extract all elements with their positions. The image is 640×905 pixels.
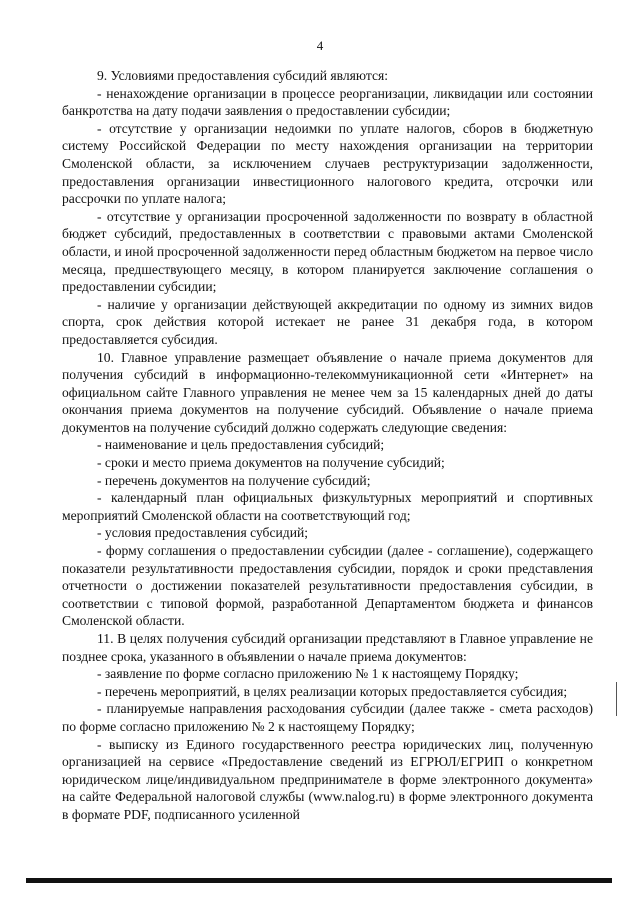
scan-margin-mark <box>616 682 617 716</box>
list-item: - наименование и цель предоставления субсидий; <box>97 437 385 453</box>
document-body <box>62 67 593 824</box>
list-item: - отсутствие у организации просроченной задолженности по возврату в областной бюджет субсидий, предоставленных в соответствии с правовыми актами Смоленской области, и иной просроченной задолженности перед областным бюджетом на первое число месяца, предшествующего месяцу, в котором планируется заключение соглашения о предоставлении субсидии; <box>62 208 593 295</box>
list-item: - выписку из Единого государственного реестра юридических лиц, полученную организацией на сервисе «Предоставление сведений из ЕГРЮЛ/ЕГРИП о конкретном юридическом лице/индивидуальном предпринимателе в форме электронного документа» на сайте Федеральной налоговой службы (www.nalog.ru) в форме электронного документа в формате PDF, подписанного усиленной <box>62 736 593 822</box>
paragraph-11: 11. В целях получения субсидий организации представляют в Главное управление не позднее срока, указанного в объявлении о начале приема документов: <box>62 631 593 664</box>
paragraph-9-heading: 9. Условиями предоставления субсидий являются: <box>97 68 389 83</box>
paragraph-10: 10. Главное управление размещает объявление о начале приема документов для получения субсидий в информационно-телекоммуникационной сети «Интернет» на официальном сайте Главного управления не менее чем за 15 календарных дней до даты окончания приема документов на получение субсидий. Объявление о начале приема документов на получение субсидий должно содержать следующие сведения: <box>62 349 593 435</box>
list-item: - перечень документов на получение субсидий; <box>97 472 371 488</box>
list-item: - календарный план официальных физкультурных мероприятий и спортивных мероприятий Смоленской области на соответствующий год; <box>62 490 593 523</box>
list-item: - форму соглашения о предоставлении субсидии (далее - соглашение), содержащего показатели результативности предоставления субсидии, порядок и сроки представления отчетности о достижении показателей результативности предоставления субсидии, в соответствии с типовой формой, разработанной Департаментом бюджета и финансов Смоленской области. <box>62 543 593 629</box>
list-item: - ненахождение организации в процессе реорганизации, ликвидации или состоянии банкротства на дату подачи заявления о предоставлении субсидии; <box>62 85 593 119</box>
scan-edge-bar <box>26 878 612 883</box>
list-item: - наличие у организации действующей аккредитации по одному из зимних видов спорта, срок действия которой истекает не ранее 31 декабря года, в котором предоставляется субсидия. <box>62 296 593 347</box>
list-item: - планируемые направления расходования субсидии (далее также - смета расходов) по форме согласно приложению № 2 к настоящему Порядку; <box>62 701 593 734</box>
list-item: - условия предоставления субсидий; <box>97 525 309 541</box>
list-item: - заявление по форме согласно приложению № 1 к настоящему Порядку; <box>97 666 519 682</box>
list-item: - сроки и место приема документов на получение субсидий; <box>97 455 445 471</box>
list-item: - отсутствие у организации недоимки по уплате налогов, сборов в бюджетную систему Российской Федерации по месту нахождения организации на территории Смоленской области, за исключением случаев реструктуризации задолженности, предоставления организации инвестиционного налогового кредита, отсрочки или рассрочки по уплате налога; <box>62 120 593 207</box>
page-number: 4 <box>316 38 324 53</box>
list-item: - перечень мероприятий, в целях реализации которых предоставляется субсидия; <box>97 683 568 699</box>
